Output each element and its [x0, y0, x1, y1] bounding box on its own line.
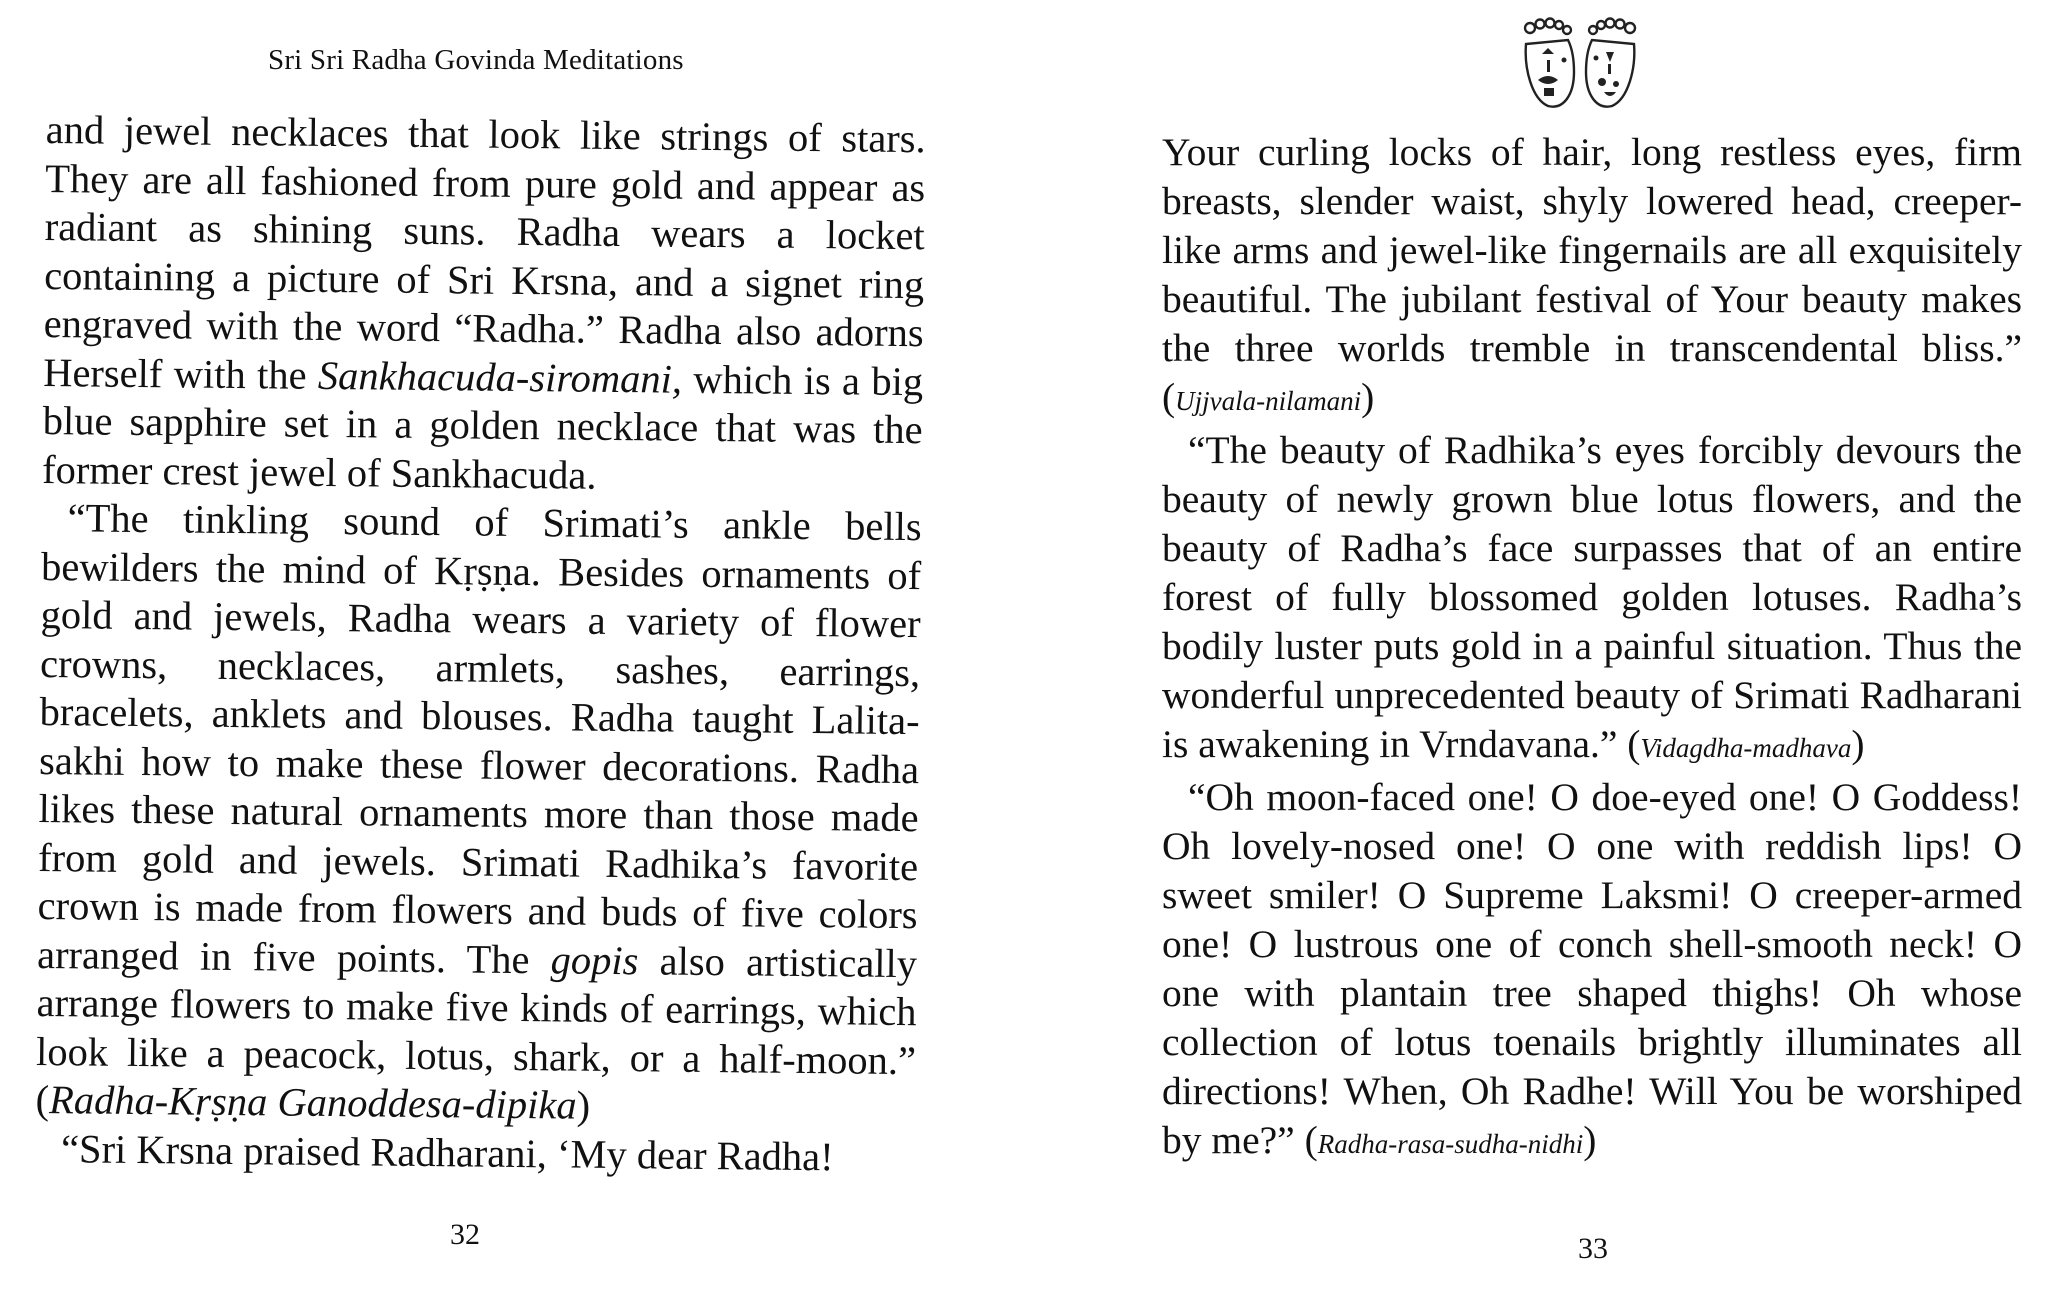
- left-page: [0, 0, 1000, 1311]
- text-segment: ): [1361, 375, 1375, 419]
- paragraph: [1162, 773, 2022, 1169]
- running-head: Sri Sri Radha Govinda Meditations: [268, 44, 684, 76]
- source-citation: Vidagdha-madhava: [1640, 733, 1852, 763]
- text-segment: also artistically arrange flowers to make five kinds of earrings, which look like a peacock, lotus, shark, or a half-moon.” (: [35, 937, 918, 1123]
- text-segment: Your curling locks of hair, long restless eyes, firm breasts, slender waist, shyly lowered head, creeper-like arms and jewel-like fingernails are all exquisitely beautiful. The jubilant festival of Your beauty makes the three worlds tremble in transcendental bliss.” (: [1162, 130, 2022, 419]
- source-citation: Radha-rasa-sudha-nidhi: [1317, 1129, 1584, 1159]
- text-segment: “The tinkling sound of Srimati’s ankle bells bewilders the mind of Kṛṣṇa. Besides ornaments of gold and jewels, Radha wears a variety of flower crowns, necklaces, armlets, sashes, earrings, bracelets, anklets and blouses. Radha taught Lalita-sakhi how to make these flower decorations. Radha likes these natural ornaments more than those made from gold and jewels. Srimati Radhika’s favorite crown is made from flowers and buds of five colors arranged in five points. The: [36, 495, 922, 982]
- text-segment: ): [1583, 1118, 1597, 1162]
- source-citation: Radha-Kṛṣṇa Ganoddesa-dipika: [48, 1077, 577, 1128]
- text-segment: “The beauty of Radhika’s eyes forcibly devours the beauty of newly grown blue lotus flowers, and the beauty of Radha’s face surpasses that of an entire forest of fully blossomed golden lotuses. Radha’s bodily luster puts gold in a painful situation. Thus the wonderful unprecedented beauty of Srimati Radharani is awakening in Vrndavana.” (: [1162, 428, 2022, 766]
- text-segment: “Sri Krsna praised Radharani, ‘My dear Radha!: [60, 1125, 834, 1179]
- italic-term: Sankhacuda-siromani,: [317, 352, 683, 402]
- paragraph: [1162, 426, 2022, 773]
- text-segment: ): [1851, 722, 1865, 766]
- right-body-text: [1162, 128, 2022, 1169]
- paragraph: [1162, 128, 2022, 426]
- source-citation: Ujjvala-nilamani: [1175, 386, 1362, 416]
- paragraph: [42, 106, 926, 503]
- page-number: 32: [450, 1218, 480, 1251]
- italic-term: gopis: [550, 936, 639, 983]
- page-number: 33: [1578, 1232, 1608, 1265]
- paragraph: [35, 1124, 915, 1182]
- right-page: [1090, 0, 2048, 1311]
- text-segment: “Oh moon-faced one! O doe-eyed one! O Goddess! Oh lovely-nosed one! O one with reddish lips! O sweet smiler! O Supreme Laksmi! O creeper-armed one! O lustrous one of conch shell-smooth neck! O one with plantain tree shaped thighs! Oh whose collection of lotus toenails brightly illuminates all directions! When, Oh Radhe! Will You be worshiped by me?” (: [1162, 775, 2022, 1162]
- left-body-text: [35, 106, 926, 1182]
- lotus-feet-emblem: [1518, 14, 1642, 114]
- text-segment: ): [576, 1082, 591, 1128]
- text-segment: which is a big blue sapphire set in a golden necklace that was the former crest jewel of Sankhacuda.: [41, 356, 924, 498]
- paragraph: [35, 494, 922, 1134]
- text-segment: and jewel necklaces that look like strings of stars. They are all fashioned from pure gold and appear as radiant as shining suns. Radha wears a locket containing a picture of Sri Krsna, and a signet ring engraved with the word “Radha.” Radha also adorns Herself with the: [42, 106, 926, 398]
